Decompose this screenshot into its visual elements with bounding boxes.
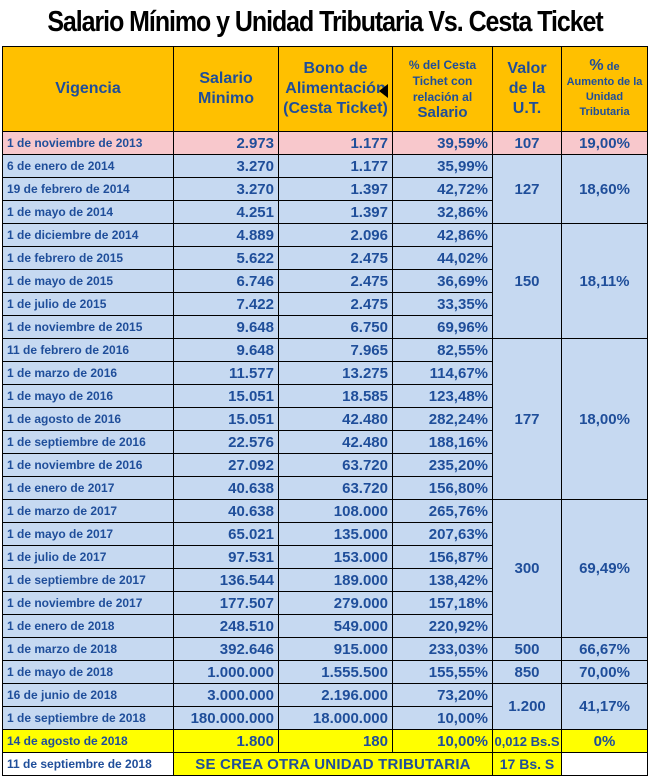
salario-cell: 15.051: [174, 385, 279, 408]
ut-cell: 850: [493, 661, 562, 684]
bono-cell: 7.965: [279, 339, 393, 362]
bono-cell: 549.000: [279, 615, 393, 638]
aumento-cell: 18,00%: [562, 339, 648, 500]
aumento-cell: 41,17%: [562, 684, 648, 730]
bono-cell: 135.000: [279, 523, 393, 546]
bono-cell: 1.177: [279, 132, 393, 155]
ut-cell: 0,012 Bs.S: [493, 730, 562, 753]
aumento-cell: 0%: [562, 730, 648, 753]
header-row: [3, 47, 648, 132]
salario-cell: 180.000.000: [174, 707, 279, 730]
header-salario: Salario Minimo: [174, 47, 279, 132]
salario-cell: 4.251: [174, 201, 279, 224]
vigencia-cell: 1 de mayo de 2017: [3, 523, 174, 546]
aumento-cell: 69,49%: [562, 500, 648, 638]
vigencia-cell: 1 de marzo de 2017: [3, 500, 174, 523]
vigencia-cell: 1 de febrero de 2015: [3, 247, 174, 270]
ut-cell: 300: [493, 500, 562, 638]
table-row: [3, 339, 648, 362]
bono-cell: 42.480: [279, 408, 393, 431]
pct-cell: 35,99%: [393, 155, 493, 178]
aumento-cell: 18,11%: [562, 224, 648, 339]
salario-cell: 40.638: [174, 477, 279, 500]
pct-cell: 233,03%: [393, 638, 493, 661]
salario-cell: 248.510: [174, 615, 279, 638]
pct-cell: 44,02%: [393, 247, 493, 270]
table-row: [3, 132, 648, 155]
salario-cell: 65.021: [174, 523, 279, 546]
pct-cell: 10,00%: [393, 707, 493, 730]
vigencia-cell: 1 de diciembre de 2014: [3, 224, 174, 247]
ut-cell: 500: [493, 638, 562, 661]
vigencia-cell: 1 de agosto de 2016: [3, 408, 174, 431]
vigencia-cell: 1 de marzo de 2016: [3, 362, 174, 385]
bono-cell: 1.177: [279, 155, 393, 178]
salario-cell: 3.270: [174, 155, 279, 178]
table-row: [3, 730, 648, 753]
pct-cell: 282,24%: [393, 408, 493, 431]
header-aumento: [562, 47, 648, 132]
salario-cell: 3.270: [174, 178, 279, 201]
salario-cell: 136.544: [174, 569, 279, 592]
bono-cell: 1.397: [279, 201, 393, 224]
salario-cell: 4.889: [174, 224, 279, 247]
table-row: [3, 155, 648, 178]
vigencia-cell: 1 de noviembre de 2016: [3, 454, 174, 477]
bono-cell: 915.000: [279, 638, 393, 661]
vigencia-cell: 19 de febrero de 2014: [3, 178, 174, 201]
pct-cell: 36,69%: [393, 270, 493, 293]
vigencia-cell: 1 de noviembre de 2017: [3, 592, 174, 615]
vigencia-cell: 16 de junio de 2018: [3, 684, 174, 707]
pct-cell: 123,48%: [393, 385, 493, 408]
salario-cell: 6.746: [174, 270, 279, 293]
vigencia-cell: 1 de noviembre de 2015: [3, 316, 174, 339]
ut-cell: 127: [493, 155, 562, 224]
bono-cell: 1.555.500: [279, 661, 393, 684]
salario-cell: 97.531: [174, 546, 279, 569]
bono-cell: 63.720: [279, 454, 393, 477]
vigencia-cell: 14 de agosto de 2018: [3, 730, 174, 753]
ut-cell: 150: [493, 224, 562, 339]
table-row: [3, 684, 648, 707]
vigencia-cell: 11 de septiembre de 2018: [3, 753, 174, 776]
salario-cell: 27.092: [174, 454, 279, 477]
vigencia-cell: 1 de julio de 2015: [3, 293, 174, 316]
header-bono: Bono de Alimentación (Cesta Ticket): [279, 47, 393, 132]
salario-cell: 7.422: [174, 293, 279, 316]
ut-cell: 177: [493, 339, 562, 500]
salario-cell: 22.576: [174, 431, 279, 454]
salario-cell: 5.622: [174, 247, 279, 270]
pct-cell: 207,63%: [393, 523, 493, 546]
vigencia-cell: 1 de enero de 2018: [3, 615, 174, 638]
bono-cell: 153.000: [279, 546, 393, 569]
vigencia-cell: 1 de mayo de 2018: [3, 661, 174, 684]
table-row: [3, 661, 648, 684]
pct-cell: 188,16%: [393, 431, 493, 454]
header-pct-salario: Salario: [417, 104, 468, 121]
aumento-cell: 19,00%: [562, 132, 648, 155]
vigencia-cell: 1 de septiembre de 2017: [3, 569, 174, 592]
header-vigencia: Vigencia: [3, 47, 174, 132]
aumento-cell: 18,60%: [562, 155, 648, 224]
vigencia-cell: 6 de enero de 2014: [3, 155, 174, 178]
pct-cell: 155,55%: [393, 661, 493, 684]
bono-cell: 63.720: [279, 477, 393, 500]
header-ut: Valor de la U.T.: [493, 47, 562, 132]
bono-cell: 42.480: [279, 431, 393, 454]
salario-cell: 3.000.000: [174, 684, 279, 707]
salario-cell: 9.648: [174, 339, 279, 362]
salario-cell: 11.577: [174, 362, 279, 385]
pct-cell: 73,20%: [393, 684, 493, 707]
table-row: [3, 500, 648, 523]
pct-cell: 265,76%: [393, 500, 493, 523]
aumento-cell: 70,00%: [562, 661, 648, 684]
bono-cell: 2.475: [279, 270, 393, 293]
pct-cell: 156,87%: [393, 546, 493, 569]
vigencia-cell: 1 de septiembre de 2018: [3, 707, 174, 730]
bono-cell: 1.397: [279, 178, 393, 201]
vigencia-cell: 1 de noviembre de 2013: [3, 132, 174, 155]
salario-cell: 1.000.000: [174, 661, 279, 684]
pct-cell: 138,42%: [393, 569, 493, 592]
pct-cell: 220,92%: [393, 615, 493, 638]
ut-cell: 1.200: [493, 684, 562, 730]
pct-cell: 69,96%: [393, 316, 493, 339]
pct-cell: 157,18%: [393, 592, 493, 615]
pct-cell: 82,55%: [393, 339, 493, 362]
bono-cell: 2.475: [279, 247, 393, 270]
bono-cell: 180: [279, 730, 393, 753]
vigencia-cell: 1 de marzo de 2018: [3, 638, 174, 661]
salario-cell: 1.800: [174, 730, 279, 753]
vigencia-cell: 1 de julio de 2017: [3, 546, 174, 569]
table-row: [3, 224, 648, 247]
table-row-last: [3, 753, 648, 776]
salario-cell: 177.507: [174, 592, 279, 615]
salario-cell: 9.648: [174, 316, 279, 339]
pct-cell: 42,72%: [393, 178, 493, 201]
vigencia-cell: 1 de septiembre de 2016: [3, 431, 174, 454]
bono-cell: 279.000: [279, 592, 393, 615]
vigencia-cell: 1 de mayo de 2015: [3, 270, 174, 293]
vigencia-cell: 1 de mayo de 2016: [3, 385, 174, 408]
bono-cell: 18.585: [279, 385, 393, 408]
header-pct: [393, 47, 493, 132]
bono-cell: 6.750: [279, 316, 393, 339]
pct-cell: 42,86%: [393, 224, 493, 247]
salario-cell: 15.051: [174, 408, 279, 431]
pct-cell: 10,00%: [393, 730, 493, 753]
page-title: Salario Mínimo y Unidad Tributaria Vs. Cesta Ticket: [47, 6, 603, 38]
bono-cell: 2.096: [279, 224, 393, 247]
vigencia-cell: 11 de febrero de 2016: [3, 339, 174, 362]
pct-cell: 235,20%: [393, 454, 493, 477]
empty-cell: [562, 753, 648, 776]
note-cell: SE CREA OTRA UNIDAD TRIBUTARIA: [174, 753, 493, 776]
pct-cell: 156,80%: [393, 477, 493, 500]
bono-cell: 2.196.000: [279, 684, 393, 707]
table-row: [3, 638, 648, 661]
vigencia-cell: 1 de mayo de 2014: [3, 201, 174, 224]
salario-cell: 2.973: [174, 132, 279, 155]
bono-cell: 18.000.000: [279, 707, 393, 730]
aumento-cell: 66,67%: [562, 638, 648, 661]
bono-cell: 108.000: [279, 500, 393, 523]
salary-table: [2, 46, 648, 776]
pct-cell: 114,67%: [393, 362, 493, 385]
header-aumento-pct: %: [589, 57, 604, 74]
header-aumento-label: de Aumento de la Unidad Tributaria: [566, 61, 643, 118]
salario-cell: 392.646: [174, 638, 279, 661]
ut-cell: 107: [493, 132, 562, 155]
pct-cell: 32,86%: [393, 201, 493, 224]
salario-cell: 40.638: [174, 500, 279, 523]
vigencia-cell: 1 de enero de 2017: [3, 477, 174, 500]
bono-cell: 13.275: [279, 362, 393, 385]
pct-cell: 39,59%: [393, 132, 493, 155]
ut-cell: 17 Bs. S: [493, 753, 562, 776]
pct-cell: 33,35%: [393, 293, 493, 316]
arrow-left-icon: [379, 84, 388, 98]
bono-cell: 2.475: [279, 293, 393, 316]
bono-cell: 189.000: [279, 569, 393, 592]
header-pct-label: % del Cesta Tichet con relación al: [408, 58, 477, 104]
